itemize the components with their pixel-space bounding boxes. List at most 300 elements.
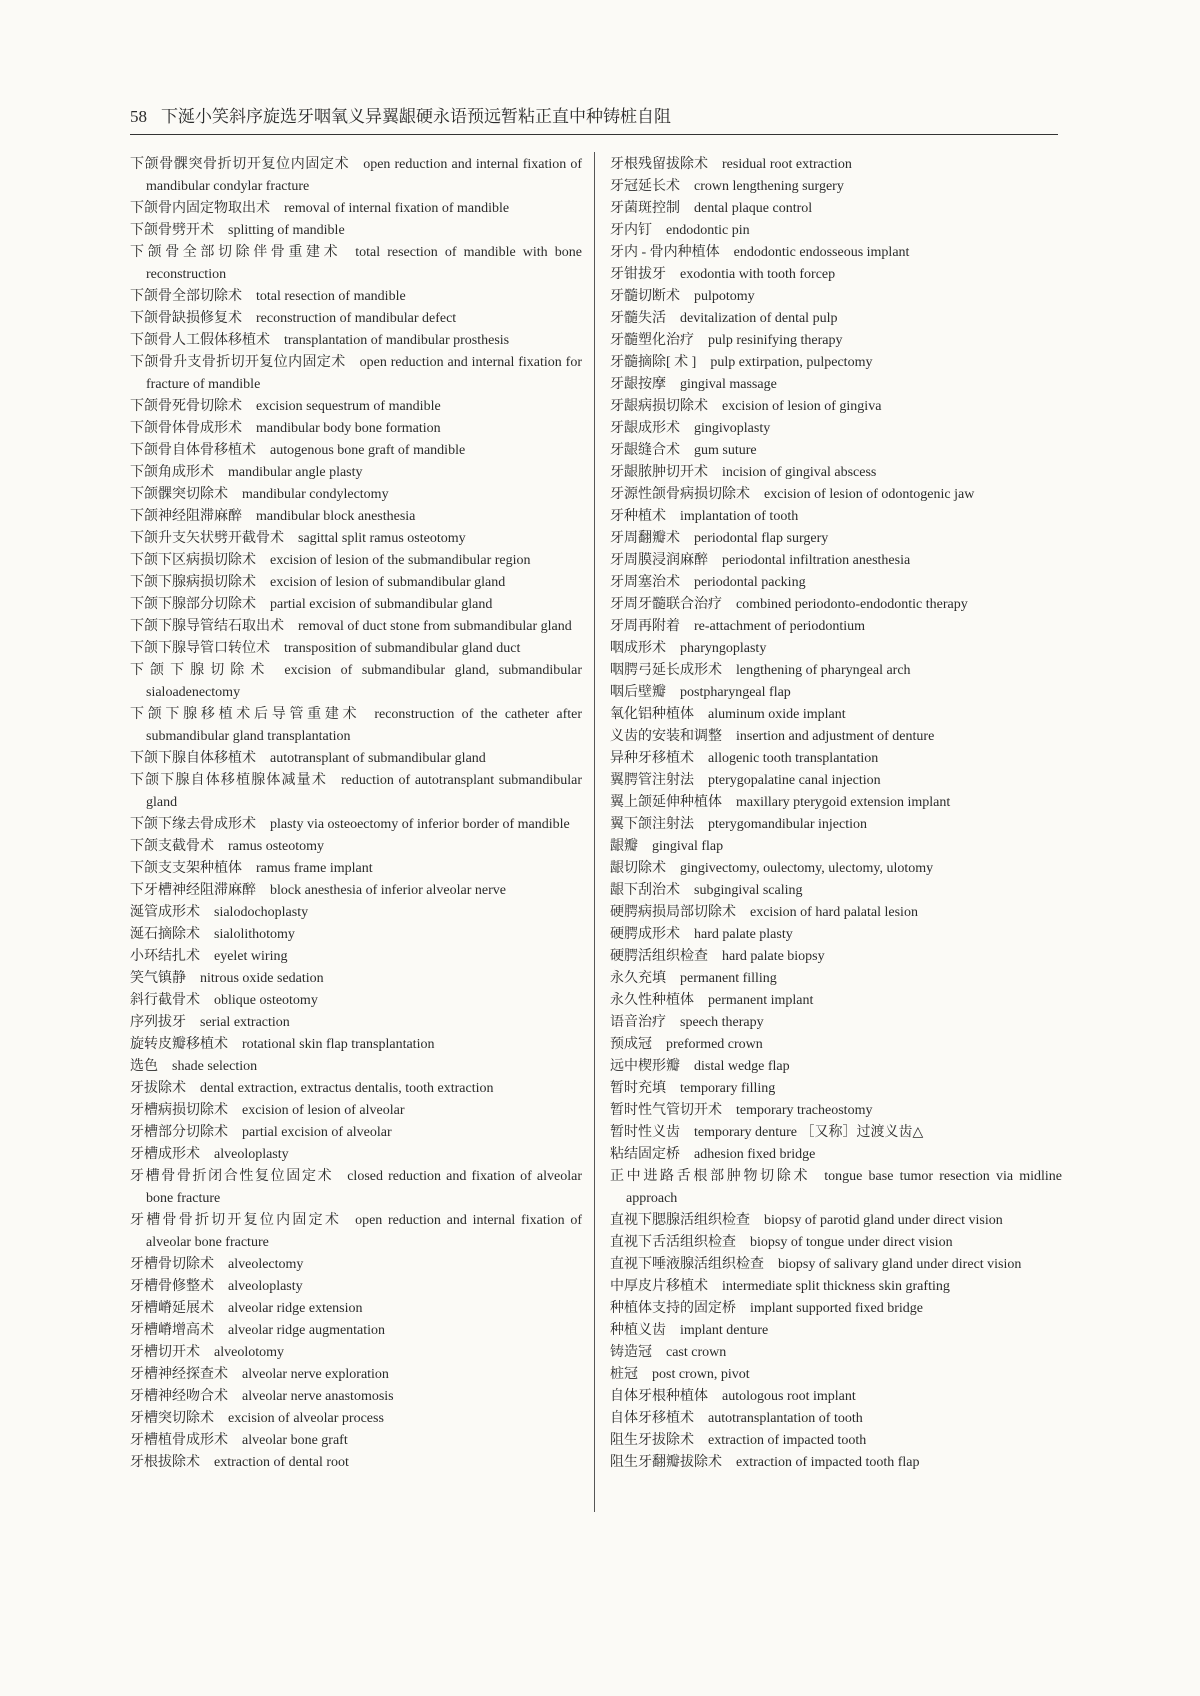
term-chinese: 暂时性义齿 bbox=[610, 1125, 680, 1140]
term-english: temporary tracheostomy bbox=[736, 1103, 873, 1118]
term-entry bbox=[610, 396, 1062, 418]
term-entry bbox=[130, 880, 582, 902]
term-english: gingivoplasty bbox=[694, 421, 771, 436]
term-entry bbox=[130, 748, 582, 770]
term-chinese: 翼腭管注射法 bbox=[610, 773, 694, 788]
term-entry bbox=[610, 352, 1062, 374]
term-entry bbox=[610, 682, 1062, 704]
term-chinese: 下颌骨内固定物取出术 bbox=[130, 201, 270, 216]
term-english: post crown, pivot bbox=[652, 1367, 750, 1382]
term-chinese: 牙槽神经吻合术 bbox=[130, 1389, 228, 1404]
term-entry bbox=[610, 858, 1062, 880]
term-chinese: 咽后壁瓣 bbox=[610, 685, 666, 700]
term-chinese: 下颌神经阻滞麻醉 bbox=[130, 509, 242, 524]
term-english: alveoloplasty bbox=[228, 1279, 303, 1294]
term-entry bbox=[610, 176, 1062, 198]
term-english: re-attachment of periodontium bbox=[694, 619, 866, 634]
term-english: intermediate split thickness skin grafting bbox=[722, 1279, 950, 1294]
term-entry bbox=[130, 946, 582, 968]
term-chinese: 语音治疗 bbox=[610, 1015, 666, 1030]
term-english: temporary denture ［又称］过渡义齿△ bbox=[694, 1125, 924, 1140]
term-english: gum suture bbox=[694, 443, 757, 458]
term-entry bbox=[610, 836, 1062, 858]
term-entry bbox=[130, 594, 582, 616]
term-chinese: 牙龈按摩 bbox=[610, 377, 666, 392]
term-entry bbox=[610, 1100, 1062, 1122]
term-entry bbox=[610, 198, 1062, 220]
term-chinese: 牙槽部分切除术 bbox=[130, 1125, 228, 1140]
term-chinese: 牙周膜浸润麻醉 bbox=[610, 553, 708, 568]
term-chinese: 桩冠 bbox=[610, 1367, 638, 1382]
term-entry bbox=[610, 924, 1062, 946]
term-entry bbox=[130, 1056, 582, 1078]
term-chinese: 下颌骨劈开术 bbox=[130, 223, 214, 238]
term-chinese: 下颌下腺导管口转位术 bbox=[130, 641, 270, 656]
term-chinese: 涎管成形术 bbox=[130, 905, 200, 920]
term-english: biopsy of tongue under direct vision bbox=[750, 1235, 953, 1250]
term-chinese: 牙槽骨骨折闭合性复位固定术 bbox=[130, 1169, 334, 1184]
term-english: eyelet wiring bbox=[214, 949, 288, 964]
term-chinese: 下颌下腺病损切除术 bbox=[130, 575, 256, 590]
term-chinese: 翼下颌注射法 bbox=[610, 817, 694, 832]
term-english: alveolar ridge extension bbox=[228, 1301, 363, 1316]
term-entry bbox=[610, 968, 1062, 990]
term-entry bbox=[610, 726, 1062, 748]
term-chinese: 正中进路舌根部肿物切除术 bbox=[610, 1169, 811, 1184]
term-english: periodontal flap surgery bbox=[694, 531, 829, 546]
term-chinese: 直视下唾液腺活组织检查 bbox=[610, 1257, 764, 1272]
term-english: incision of gingival abscess bbox=[722, 465, 877, 480]
term-entry bbox=[130, 396, 582, 418]
term-english: postpharyngeal flap bbox=[680, 685, 791, 700]
term-chinese: 牙髓失活 bbox=[610, 311, 666, 326]
term-entry bbox=[610, 1056, 1062, 1078]
term-entry bbox=[130, 1320, 582, 1342]
term-entry bbox=[130, 440, 582, 462]
term-chinese: 牙龈病损切除术 bbox=[610, 399, 708, 414]
term-chinese: 牙菌斑控制 bbox=[610, 201, 680, 216]
term-english: alveolar nerve anastomosis bbox=[242, 1389, 394, 1404]
term-entry bbox=[610, 946, 1062, 968]
term-entry bbox=[130, 1342, 582, 1364]
term-chinese: 牙龈缝合术 bbox=[610, 443, 680, 458]
term-entry bbox=[610, 1232, 1062, 1254]
term-english: excision of lesion of alveolar bbox=[242, 1103, 405, 1118]
term-english: cast crown bbox=[666, 1345, 727, 1360]
term-entry bbox=[130, 616, 582, 638]
term-chinese: 牙髓切断术 bbox=[610, 289, 680, 304]
term-entry bbox=[610, 594, 1062, 616]
term-english: endodontic endosseous implant bbox=[733, 245, 910, 260]
term-chinese: 下颌骨升支骨折切开复位内固定术 bbox=[130, 355, 346, 370]
term-entry bbox=[130, 1276, 582, 1298]
term-english: removal of duct stone from submandibular gland bbox=[298, 619, 572, 634]
term-chinese: 下颌下缘去骨成形术 bbox=[130, 817, 256, 832]
term-entry bbox=[130, 154, 582, 198]
term-english: extraction of dental root bbox=[214, 1455, 349, 1470]
term-chinese: 牙槽嵴增高术 bbox=[130, 1323, 214, 1338]
right-column bbox=[610, 154, 1062, 1474]
term-english: mandibular condylectomy bbox=[242, 487, 389, 502]
term-entry bbox=[610, 286, 1062, 308]
term-entry bbox=[130, 484, 582, 506]
term-entry bbox=[610, 880, 1062, 902]
term-english: residual root extraction bbox=[722, 157, 852, 172]
term-chinese: 牙槽病损切除术 bbox=[130, 1103, 228, 1118]
term-entry bbox=[610, 330, 1062, 352]
term-english: total resection of mandible bbox=[256, 289, 406, 304]
term-english: sialodochoplasty bbox=[214, 905, 309, 920]
term-entry bbox=[130, 528, 582, 550]
term-entry bbox=[610, 572, 1062, 594]
term-chinese: 铸造冠 bbox=[610, 1345, 652, 1360]
term-english: distal wedge flap bbox=[694, 1059, 790, 1074]
term-english: excision of submandibular gland, submandibular sialoadenectomy bbox=[146, 663, 582, 700]
term-english: implantation of tooth bbox=[680, 509, 799, 524]
term-english: ramus frame implant bbox=[256, 861, 373, 876]
term-chinese: 自体牙移植术 bbox=[610, 1411, 694, 1426]
term-entry bbox=[130, 572, 582, 594]
term-chinese: 下牙槽神经阻滞麻醉 bbox=[130, 883, 256, 898]
term-english: subgingival scaling bbox=[694, 883, 803, 898]
term-entry bbox=[610, 528, 1062, 550]
term-english: reconstruction of the catheter after submandibular gland transplantation bbox=[146, 707, 583, 744]
term-chinese: 自体牙根种植体 bbox=[610, 1389, 708, 1404]
term-english: pulp resinifying therapy bbox=[708, 333, 843, 348]
term-entry bbox=[130, 462, 582, 484]
term-entry bbox=[610, 550, 1062, 572]
term-english: biopsy of salivary gland under direct vision bbox=[778, 1257, 1022, 1272]
term-english: alveolar ridge augmentation bbox=[228, 1323, 386, 1338]
term-chinese: 龈瓣 bbox=[610, 839, 638, 854]
term-entry bbox=[610, 1320, 1062, 1342]
term-entry bbox=[130, 1430, 582, 1452]
term-entry bbox=[610, 1210, 1062, 1232]
term-english: allogenic tooth transplantation bbox=[708, 751, 879, 766]
term-english: insertion and adjustment of denture bbox=[736, 729, 935, 744]
term-entry bbox=[610, 374, 1062, 396]
term-chinese: 牙种植术 bbox=[610, 509, 666, 524]
term-entry bbox=[130, 1012, 582, 1034]
term-chinese: 暂时性气管切开术 bbox=[610, 1103, 722, 1118]
term-entry bbox=[610, 1144, 1062, 1166]
term-chinese: 翼上颌延伸种植体 bbox=[610, 795, 722, 810]
term-entry bbox=[130, 220, 582, 242]
term-chinese: 硬腭病损局部切除术 bbox=[610, 905, 736, 920]
term-english: sialolithotomy bbox=[214, 927, 295, 942]
term-chinese: 下颌骨全部切除伴骨重建术 bbox=[130, 245, 342, 260]
term-entry bbox=[130, 308, 582, 330]
term-chinese: 下颌骨体骨成形术 bbox=[130, 421, 242, 436]
term-chinese: 小环结扎术 bbox=[130, 949, 200, 964]
term-entry bbox=[130, 770, 582, 814]
term-english: crown lengthening surgery bbox=[694, 179, 844, 194]
term-entry bbox=[130, 638, 582, 660]
term-english: pulpotomy bbox=[694, 289, 755, 304]
column-divider bbox=[594, 152, 595, 1512]
term-english: aluminum oxide implant bbox=[708, 707, 846, 722]
term-chinese: 下颌骨自体骨移植术 bbox=[130, 443, 256, 458]
term-english: nitrous oxide sedation bbox=[200, 971, 324, 986]
term-english: reduction of autotransplant submandibular gland bbox=[146, 773, 582, 810]
term-english: dental plaque control bbox=[694, 201, 813, 216]
term-chinese: 牙槽骨切除术 bbox=[130, 1257, 214, 1272]
term-entry bbox=[610, 1430, 1062, 1452]
term-chinese: 牙周塞治术 bbox=[610, 575, 680, 590]
term-english: plasty via osteoectomy of inferior border of mandible bbox=[270, 817, 570, 832]
term-entry bbox=[130, 924, 582, 946]
term-chinese: 牙槽骨修整术 bbox=[130, 1279, 214, 1294]
term-entry bbox=[130, 902, 582, 924]
term-english: excision of hard palatal lesion bbox=[750, 905, 918, 920]
term-entry bbox=[130, 1452, 582, 1474]
term-chinese: 选色 bbox=[130, 1059, 158, 1074]
term-english: combined periodonto-endodontic therapy bbox=[736, 597, 968, 612]
term-chinese: 笑气镇静 bbox=[130, 971, 186, 986]
term-chinese: 牙根残留拔除术 bbox=[610, 157, 708, 172]
term-chinese: 阻生牙拔除术 bbox=[610, 1433, 694, 1448]
term-english: alveolar bone graft bbox=[242, 1433, 348, 1448]
term-english: splitting of mandible bbox=[228, 223, 345, 238]
term-entry bbox=[130, 1034, 582, 1056]
term-english: mandibular block anesthesia bbox=[256, 509, 416, 524]
term-english: pterygomandibular injection bbox=[708, 817, 868, 832]
term-english: adhesion fixed bridge bbox=[694, 1147, 816, 1162]
term-english: autologous root implant bbox=[722, 1389, 856, 1404]
term-entry bbox=[610, 220, 1062, 242]
term-english: serial extraction bbox=[200, 1015, 290, 1030]
term-english: implant supported fixed bridge bbox=[750, 1301, 924, 1316]
term-chinese: 牙拔除术 bbox=[130, 1081, 186, 1096]
term-chinese: 涎石摘除术 bbox=[130, 927, 200, 942]
term-entry bbox=[610, 418, 1062, 440]
term-entry bbox=[610, 264, 1062, 286]
term-chinese: 牙槽植骨成形术 bbox=[130, 1433, 228, 1448]
term-english: ramus osteotomy bbox=[228, 839, 325, 854]
term-chinese: 牙根拔除术 bbox=[130, 1455, 200, 1470]
term-english: mandibular body bone formation bbox=[256, 421, 441, 436]
term-entry bbox=[130, 198, 582, 220]
term-entry bbox=[610, 990, 1062, 1012]
term-english: oblique osteotomy bbox=[214, 993, 318, 1008]
running-header bbox=[130, 104, 1058, 135]
term-chinese: 下颌支支架种植体 bbox=[130, 861, 242, 876]
term-entry bbox=[130, 418, 582, 440]
term-chinese: 牙槽成形术 bbox=[130, 1147, 200, 1162]
term-english: speech therapy bbox=[680, 1015, 764, 1030]
term-entry bbox=[130, 286, 582, 308]
term-chinese: 咽腭弓延长成形术 bbox=[610, 663, 722, 678]
term-english: open reduction and internal fixation of alveolar bone fracture bbox=[146, 1213, 583, 1250]
term-entry bbox=[130, 1210, 582, 1254]
term-chinese: 永久充填 bbox=[610, 971, 666, 986]
term-entry bbox=[610, 704, 1062, 726]
term-entry bbox=[610, 506, 1062, 528]
term-chinese: 下颌升支矢状劈开截骨术 bbox=[130, 531, 284, 546]
term-entry bbox=[610, 484, 1062, 506]
term-chinese: 直视下腮腺活组织检查 bbox=[610, 1213, 750, 1228]
term-chinese: 牙冠延长术 bbox=[610, 179, 680, 194]
term-entry bbox=[610, 1408, 1062, 1430]
term-english: pulp extirpation, pulpectomy bbox=[710, 355, 873, 370]
term-english: periodontal packing bbox=[694, 575, 806, 590]
term-english: excision sequestrum of mandible bbox=[256, 399, 441, 414]
term-english: dental extraction, extractus dentalis, tooth extraction bbox=[200, 1081, 494, 1096]
term-english: transplantation of mandibular prosthesis bbox=[284, 333, 510, 348]
term-entry bbox=[610, 748, 1062, 770]
term-english: alveolar nerve exploration bbox=[242, 1367, 389, 1382]
term-entry bbox=[130, 858, 582, 880]
term-chinese: 阻生牙翻瓣拔除术 bbox=[610, 1455, 722, 1470]
term-entry bbox=[610, 154, 1062, 176]
term-english: gingivectomy, oulectomy, ulectomy, ulotomy bbox=[680, 861, 934, 876]
term-entry bbox=[130, 814, 582, 836]
term-entry bbox=[610, 1386, 1062, 1408]
term-english: excision of lesion of submandibular gland bbox=[270, 575, 506, 590]
term-entry bbox=[130, 242, 582, 286]
term-english: extraction of impacted tooth bbox=[708, 1433, 867, 1448]
term-entry bbox=[610, 1276, 1062, 1298]
term-chinese: 牙周翻瓣术 bbox=[610, 531, 680, 546]
term-english: sagittal split ramus osteotomy bbox=[298, 531, 466, 546]
term-english: open reduction and internal fixation for fracture of mandible bbox=[146, 355, 582, 392]
term-english: open reduction and internal fixation of mandibular condylar fracture bbox=[146, 157, 583, 194]
term-chinese: 牙周牙髓联合治疗 bbox=[610, 597, 722, 612]
term-english: transposition of submandibular gland duct bbox=[284, 641, 521, 656]
term-english: block anesthesia of inferior alveolar nerve bbox=[270, 883, 506, 898]
term-english: autogenous bone graft of mandible bbox=[270, 443, 466, 458]
term-chinese: 下颌下腺移植术后导管重建术 bbox=[130, 707, 361, 722]
term-entry bbox=[610, 1166, 1062, 1210]
term-chinese: 粘结固定桥 bbox=[610, 1147, 680, 1162]
term-english: implant denture bbox=[680, 1323, 769, 1338]
term-entry bbox=[130, 1100, 582, 1122]
term-chinese: 义齿的安装和调整 bbox=[610, 729, 722, 744]
term-chinese: 咽成形术 bbox=[610, 641, 666, 656]
term-chinese: 异种牙移植术 bbox=[610, 751, 694, 766]
term-english: excision of lesion of gingiva bbox=[722, 399, 882, 414]
term-chinese: 牙槽神经探查术 bbox=[130, 1367, 228, 1382]
term-entry bbox=[130, 1386, 582, 1408]
term-chinese: 牙髓摘除[ 术 ] bbox=[610, 355, 697, 370]
term-chinese: 下颌骨髁突骨折切开复位内固定术 bbox=[130, 157, 350, 172]
term-chinese: 下颌骨人工假体移植术 bbox=[130, 333, 270, 348]
term-chinese: 牙槽骨骨折切开复位内固定术 bbox=[130, 1213, 342, 1228]
term-chinese: 序列拔牙 bbox=[130, 1015, 186, 1030]
term-entry bbox=[130, 330, 582, 352]
term-entry bbox=[130, 1078, 582, 1100]
term-chinese: 中厚皮片移植术 bbox=[610, 1279, 708, 1294]
term-english: excision of lesion of the submandibular region bbox=[270, 553, 531, 568]
term-entry bbox=[130, 1166, 582, 1210]
term-english: autotransplant of submandibular gland bbox=[270, 751, 486, 766]
term-chinese: 下颌角成形术 bbox=[130, 465, 214, 480]
term-entry bbox=[610, 1342, 1062, 1364]
term-chinese: 种植义齿 bbox=[610, 1323, 666, 1338]
term-chinese: 硬腭活组织检查 bbox=[610, 949, 708, 964]
term-entry bbox=[610, 1034, 1062, 1056]
term-entry bbox=[610, 462, 1062, 484]
term-chinese: 下颌骨缺损修复术 bbox=[130, 311, 242, 326]
term-english: tongue base tumor resection via midline approach bbox=[626, 1169, 1063, 1206]
term-english: excision of lesion of odontogenic jaw bbox=[764, 487, 975, 502]
term-entry bbox=[610, 1364, 1062, 1386]
term-english: alveolectomy bbox=[228, 1257, 304, 1272]
term-english: partial excision of submandibular gland bbox=[270, 597, 493, 612]
term-chinese: 下颌下腺切除术 bbox=[130, 663, 271, 678]
term-entry bbox=[610, 440, 1062, 462]
term-chinese: 预成冠 bbox=[610, 1037, 652, 1052]
term-entry bbox=[130, 1364, 582, 1386]
term-english: preformed crown bbox=[666, 1037, 763, 1052]
term-chinese: 下颌支截骨术 bbox=[130, 839, 214, 854]
term-entry bbox=[610, 1012, 1062, 1034]
term-chinese: 牙源性颌骨病损切除术 bbox=[610, 487, 750, 502]
term-english: maxillary pterygoid extension implant bbox=[736, 795, 951, 810]
term-entry bbox=[130, 1122, 582, 1144]
term-chinese: 下颌下腺自体移植腺体减量术 bbox=[130, 773, 327, 788]
term-english: biopsy of parotid gland under direct vision bbox=[764, 1213, 1003, 1228]
term-entry bbox=[130, 550, 582, 572]
term-entry bbox=[130, 990, 582, 1012]
term-entry bbox=[130, 1254, 582, 1276]
term-entry bbox=[610, 1254, 1062, 1276]
term-chinese: 牙槽突切除术 bbox=[130, 1411, 214, 1426]
term-chinese: 下颌下腺部分切除术 bbox=[130, 597, 256, 612]
term-chinese: 龈切除术 bbox=[610, 861, 666, 876]
term-entry bbox=[130, 352, 582, 396]
term-chinese: 牙槽嵴延展术 bbox=[130, 1301, 214, 1316]
term-entry bbox=[130, 968, 582, 990]
term-chinese: 牙龈成形术 bbox=[610, 421, 680, 436]
term-english: alveolotomy bbox=[214, 1345, 284, 1360]
term-english: hard palate biopsy bbox=[722, 949, 825, 964]
term-english: mandibular angle plasty bbox=[228, 465, 363, 480]
term-entry bbox=[610, 792, 1062, 814]
term-chinese: 牙槽切开术 bbox=[130, 1345, 200, 1360]
term-chinese: 下颌下腺导管结石取出术 bbox=[130, 619, 284, 634]
term-english: permanent filling bbox=[680, 971, 777, 986]
term-english: reconstruction of mandibular defect bbox=[256, 311, 457, 326]
term-english: autotransplantation of tooth bbox=[708, 1411, 863, 1426]
term-english: excision of alveolar process bbox=[228, 1411, 384, 1426]
term-entry bbox=[130, 836, 582, 858]
term-english: temporary filling bbox=[680, 1081, 776, 1096]
term-english: closed reduction and fixation of alveolar bone fracture bbox=[146, 1169, 583, 1206]
term-entry bbox=[130, 1144, 582, 1166]
term-english: endodontic pin bbox=[666, 223, 750, 238]
term-chinese: 牙钳拔牙 bbox=[610, 267, 666, 282]
term-chinese: 牙髓塑化治疗 bbox=[610, 333, 694, 348]
term-english: permanent implant bbox=[708, 993, 814, 1008]
term-chinese: 牙内 - 骨内种植体 bbox=[610, 245, 720, 260]
term-chinese: 牙内钉 bbox=[610, 223, 652, 238]
header-title: 下涎小笑斜序旋选牙咽氧义异翼龈硬永语预远暂粘正直中种铸桩自阻 bbox=[161, 107, 671, 126]
term-entry bbox=[130, 506, 582, 528]
term-chinese: 牙龈脓肿切开术 bbox=[610, 465, 708, 480]
term-entry bbox=[610, 1452, 1062, 1474]
term-english: partial excision of alveolar bbox=[242, 1125, 392, 1140]
term-chinese: 种植体支持的固定桥 bbox=[610, 1301, 736, 1316]
term-english: alveoloplasty bbox=[214, 1147, 289, 1162]
term-entry bbox=[130, 660, 582, 704]
term-entry bbox=[610, 616, 1062, 638]
term-entry bbox=[610, 1078, 1062, 1100]
term-entry bbox=[610, 1122, 1062, 1144]
term-english: hard palate plasty bbox=[694, 927, 793, 942]
term-chinese: 硬腭成形术 bbox=[610, 927, 680, 942]
term-entry bbox=[610, 638, 1062, 660]
